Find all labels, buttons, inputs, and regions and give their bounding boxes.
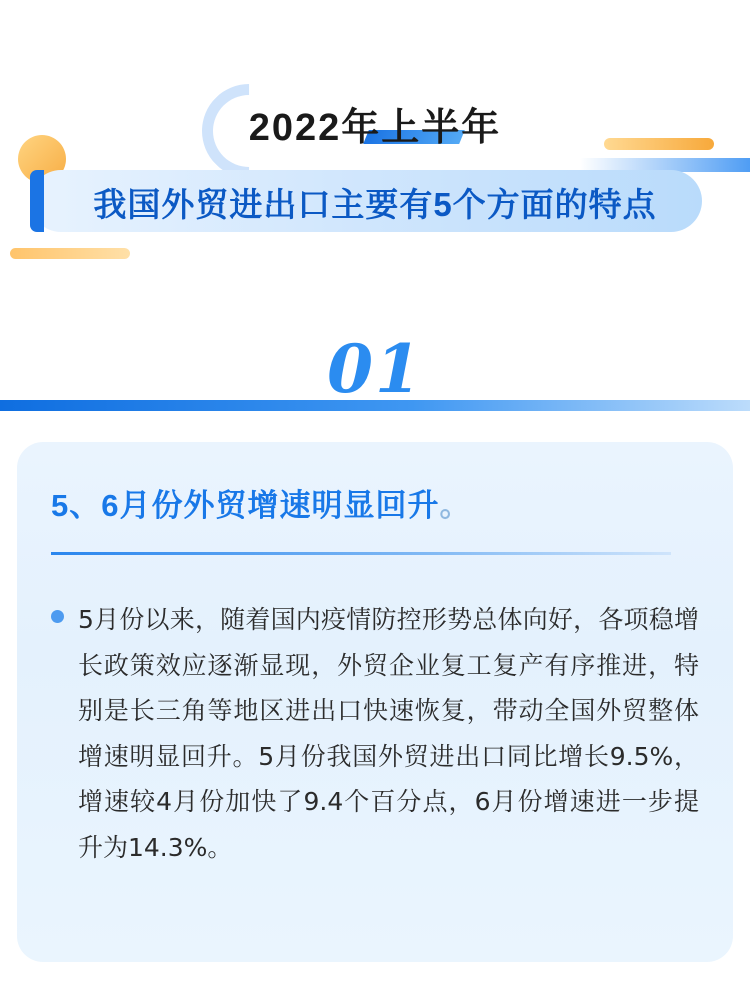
card-divider xyxy=(51,552,671,555)
page-title-primary: 2022年上半年 xyxy=(248,107,502,149)
section-number-band xyxy=(0,290,750,430)
card-heading-text: 5、6月份外贸增速明显回升 xyxy=(51,488,440,523)
section-number: 01 xyxy=(327,330,423,408)
content-card xyxy=(17,442,733,962)
page-title-secondary: 我国外贸进出口主要有5个方面的特点 xyxy=(93,186,657,223)
card-heading xyxy=(51,486,699,526)
paragraph-text: 5月份以来，随着国内疫情防控形势总体向好，各项稳增长政策效应逐渐显现，外贸企业复工复产有序推进，特别是长三角等地区进出口快速恢复，带动全国外贸整体增速明显回升。5月份我国外贸进出口同比增长9.5%，增速较4月份加快了9.4个百分点，6月份增速进一步提升为14.3%。 xyxy=(78,605,699,862)
bullet-point-icon xyxy=(51,610,64,623)
page-header xyxy=(0,0,750,290)
orange-bar-left-decoration-icon xyxy=(10,248,130,259)
card-heading-punctuation: 。 xyxy=(439,488,472,523)
paragraph-block xyxy=(51,597,699,870)
